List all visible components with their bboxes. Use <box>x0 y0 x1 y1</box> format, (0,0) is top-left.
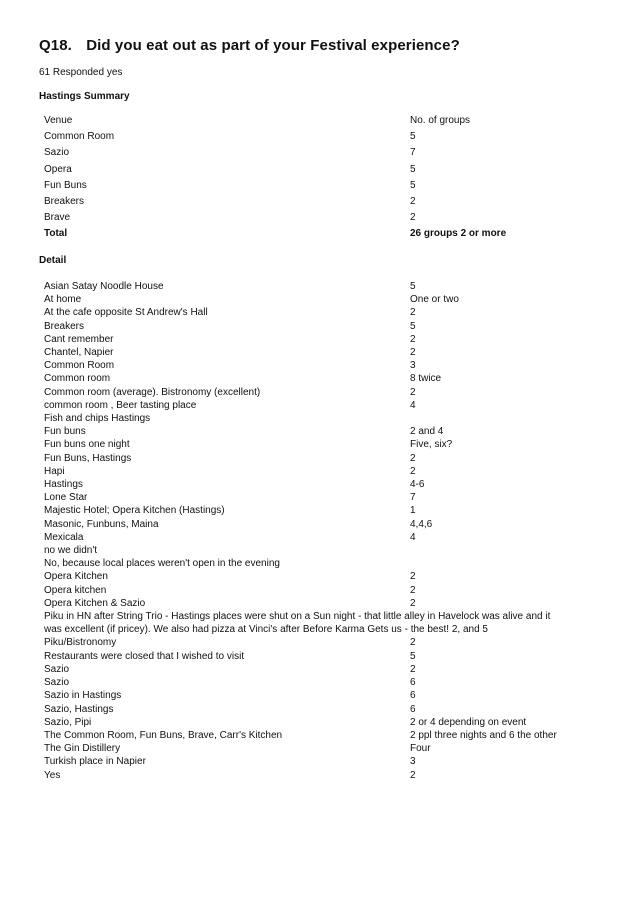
table-row <box>44 518 584 531</box>
venue-cell: Turkish place in Napier <box>44 756 146 768</box>
table-row <box>44 689 584 702</box>
groups-cell: 5 <box>410 179 416 191</box>
groups-cell: 2 <box>410 347 416 359</box>
table-row <box>44 412 584 425</box>
groups-cell: One or two <box>410 294 459 306</box>
venue-cell: Piku in HN after String Trio - Hastings places were shut on a Sun night - that little alley in Havelock was alive and it was excellent (if pricey). We also had pizza at Vinci's after Before Karma Gets us - the best! 2, and 5 <box>44 611 551 636</box>
venue-cell: Sazio <box>44 677 70 689</box>
table-row <box>44 346 584 359</box>
table-row <box>44 359 584 372</box>
venue-cell: Masonic, Funbuns, Maina <box>44 518 159 530</box>
table-row <box>44 636 584 649</box>
table-row <box>44 180 604 196</box>
table-row <box>44 769 584 782</box>
venue-cell: Hapi <box>44 465 65 477</box>
table-row <box>44 755 584 768</box>
table-row <box>44 196 604 212</box>
venue-cell: Restaurants were closed that I wished to visit <box>44 650 245 662</box>
groups-cell: 7 <box>410 147 416 159</box>
venue-cell: Sazio <box>44 147 70 159</box>
groups-cell: 2 <box>410 663 416 675</box>
venue-cell: Opera kitchen <box>44 584 107 596</box>
venue-cell: Fish and chips Hastings <box>44 413 151 425</box>
detail-table <box>44 280 584 782</box>
table-row <box>44 544 584 557</box>
groups-cell: 2 <box>410 333 416 345</box>
venue-cell: Opera <box>44 163 72 175</box>
venue-cell: Asian Satay Noodle House <box>44 281 164 292</box>
venue-cell: Common Room <box>44 360 115 372</box>
venue-cell: Sazio, Pipi <box>44 716 92 728</box>
groups-cell: 4,4,6 <box>410 518 433 530</box>
summary-header-row <box>44 115 604 131</box>
venue-cell: The Common Room, Fun Buns, Brave, Carr's Kitchen <box>44 729 283 741</box>
venue-cell: Lone Star <box>44 492 88 504</box>
table-row <box>44 742 584 755</box>
groups-cell: 2 <box>410 597 416 609</box>
table-row <box>44 372 584 385</box>
table-row <box>44 438 584 451</box>
groups-cell: 2 or 4 depending on event <box>410 716 527 728</box>
groups-cell: 2 ppl three nights and 6 the other <box>410 729 557 741</box>
table-row <box>44 280 584 293</box>
venue-cell: At home <box>44 294 82 306</box>
table-row <box>44 131 604 147</box>
table-row <box>44 729 584 742</box>
total-label: Total <box>44 228 68 240</box>
total-value: 26 groups 2 or more <box>410 228 507 240</box>
groups-cell: 3 <box>410 360 416 372</box>
groups-cell: 2 <box>410 584 416 596</box>
venue-cell: Breakers <box>44 320 85 332</box>
groups-cell: 5 <box>410 650 416 662</box>
groups-cell: 8 twice <box>410 373 442 385</box>
table-row <box>44 386 584 399</box>
venue-cell: The Gin Distillery <box>44 743 121 755</box>
table-row <box>44 716 584 729</box>
table-row <box>44 610 584 636</box>
venue-cell: Opera Kitchen <box>44 571 108 583</box>
table-row <box>44 650 584 663</box>
venue-cell: Majestic Hotel; Opera Kitchen (Hastings) <box>44 505 225 517</box>
table-row <box>44 425 584 438</box>
question-text: Did you eat out as part of your Festival experience? <box>86 37 460 54</box>
groups-cell: 5 <box>410 131 416 143</box>
table-row <box>44 557 584 570</box>
table-row <box>44 676 584 689</box>
venue-cell: Cant remember <box>44 333 114 345</box>
venue-cell: Opera Kitchen & Sazio <box>44 597 146 609</box>
response-count: 61 Responded yes <box>39 67 123 78</box>
groups-cell: 2 <box>410 307 416 319</box>
venue-cell: Common Room <box>44 131 115 143</box>
venue-cell: Mexicala <box>44 531 84 543</box>
venue-cell: No, because local places weren't open in the evening <box>44 558 280 570</box>
groups-cell: 6 <box>410 703 416 715</box>
detail-heading: Detail <box>39 255 67 266</box>
table-row <box>44 465 584 478</box>
table-row <box>44 491 584 504</box>
venue-cell: Fun Buns <box>44 179 87 191</box>
venue-cell: no we didn't <box>44 545 98 557</box>
groups-cell: 6 <box>410 690 416 702</box>
groups-cell: 7 <box>410 492 416 504</box>
summary-rows <box>44 131 604 228</box>
table-row <box>44 212 604 228</box>
question-title <box>39 37 460 54</box>
groups-cell: 2 <box>410 637 416 649</box>
groups-cell: 2 <box>410 769 416 781</box>
groups-cell: 2 <box>410 465 416 477</box>
summary-total-row <box>44 228 604 244</box>
groups-cell: 2 <box>410 452 416 464</box>
venue-cell: Brave <box>44 212 71 224</box>
venue-cell: Piku/Bistronomy <box>44 637 117 649</box>
table-row <box>44 584 584 597</box>
question-number: Q18. <box>39 37 72 54</box>
groups-cell: Four <box>410 743 431 755</box>
groups-cell: 2 <box>410 212 416 224</box>
groups-cell: 3 <box>410 756 416 768</box>
table-row <box>44 452 584 465</box>
table-row <box>44 147 604 163</box>
venue-cell: Hastings <box>44 479 83 491</box>
table-row <box>44 164 604 180</box>
groups-column-header: No. of groups <box>410 115 471 126</box>
table-row <box>44 597 584 610</box>
venue-cell: Fun buns <box>44 426 86 438</box>
groups-cell: 6 <box>410 677 416 689</box>
venue-cell: Fun Buns, Hastings <box>44 452 132 464</box>
venue-column-header: Venue <box>44 115 73 126</box>
table-row <box>44 333 584 346</box>
groups-cell: 2 <box>410 195 416 207</box>
venue-cell: Common room <box>44 373 111 385</box>
table-row <box>44 478 584 491</box>
groups-cell: 1 <box>410 505 416 517</box>
venue-cell: Sazio <box>44 663 70 675</box>
venue-cell: Common room (average). Bistronomy (excellent) <box>44 386 261 398</box>
venue-cell: Yes <box>44 769 61 781</box>
venue-cell: Sazio in Hastings <box>44 690 122 702</box>
groups-cell: 4 <box>410 399 416 411</box>
table-row <box>44 703 584 716</box>
venue-cell: Fun buns one night <box>44 439 130 451</box>
groups-cell: 2 <box>410 386 416 398</box>
venue-cell: Chantel, Napier <box>44 347 114 359</box>
summary-heading: Hastings Summary <box>39 91 130 102</box>
groups-cell: 2 and 4 <box>410 426 444 438</box>
summary-table <box>44 115 604 245</box>
groups-cell: Five, six? <box>410 439 453 451</box>
table-row <box>44 293 584 306</box>
groups-cell: 2 <box>410 571 416 583</box>
table-row <box>44 399 584 412</box>
venue-cell: Sazio, Hastings <box>44 703 114 715</box>
groups-cell: 5 <box>410 163 416 175</box>
table-row <box>44 570 584 583</box>
groups-cell: 4-6 <box>410 479 425 491</box>
groups-cell: 5 <box>410 281 416 292</box>
venue-cell: At the cafe opposite St Andrew's Hall <box>44 307 208 319</box>
table-row <box>44 663 584 676</box>
groups-cell: 5 <box>410 320 416 332</box>
table-row <box>44 531 584 544</box>
table-row <box>44 504 584 517</box>
table-row <box>44 320 584 333</box>
venue-cell: common room , Beer tasting place <box>44 399 197 411</box>
groups-cell: 4 <box>410 531 416 543</box>
venue-cell: Breakers <box>44 195 85 207</box>
table-row <box>44 306 584 319</box>
